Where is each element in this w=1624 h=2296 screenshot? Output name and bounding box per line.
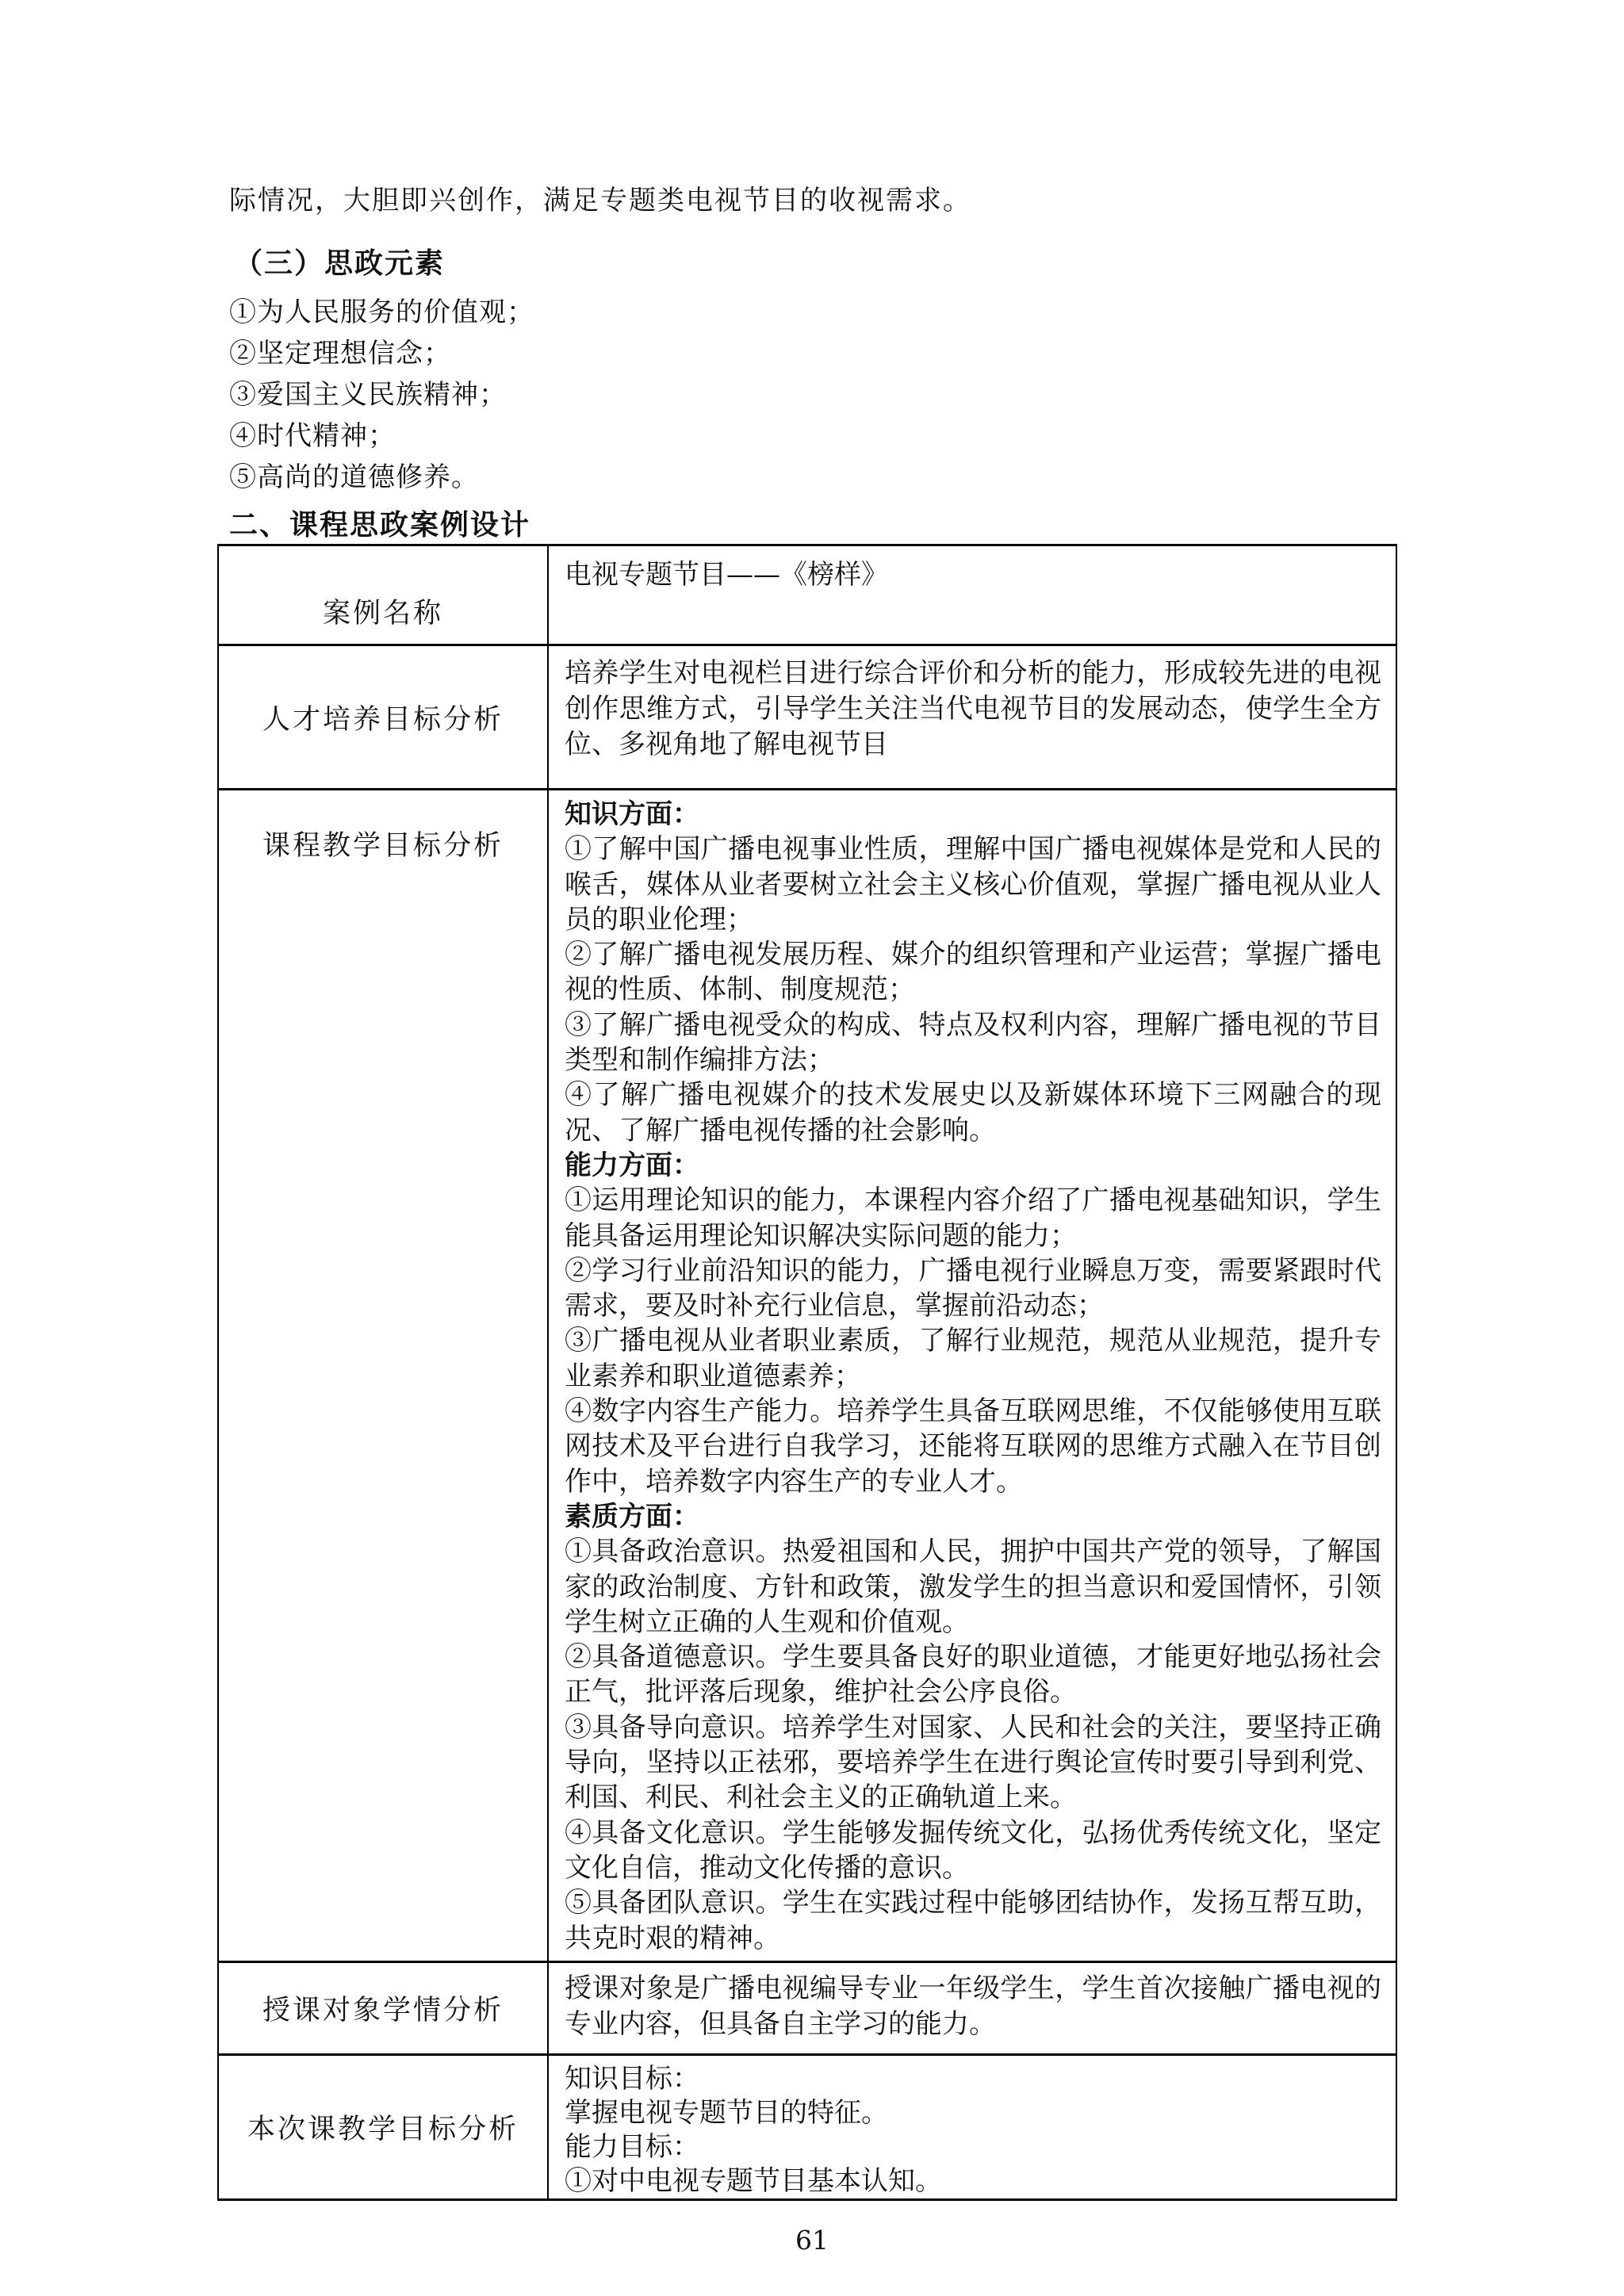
section-heading-sizheng-elements: （三）思政元素 bbox=[234, 247, 446, 280]
row-paragraph: ②了解广播电视发展历程、媒介的组织管理和产业运营；掌握广播电视的性质、体制、制度规范； bbox=[565, 939, 1381, 1006]
row-value bbox=[549, 1963, 1396, 2053]
table-row bbox=[219, 644, 1396, 788]
row-value bbox=[549, 646, 1396, 788]
row-value bbox=[549, 2056, 1396, 2198]
row-paragraph: ①对中电视专题节目基本认知。 bbox=[565, 2165, 942, 2197]
row-value bbox=[549, 546, 1396, 644]
intro-section bbox=[229, 179, 1411, 542]
row-label-text: 人才培养目标分析 bbox=[262, 703, 504, 736]
row-paragraph: 素质方面： bbox=[565, 1500, 699, 1533]
row-paragraph: ④具备文化意识。学生能够发掘传统文化，弘扬优秀传统文化，坚定文化自信，推动文化传播的意识。 bbox=[565, 1816, 1381, 1884]
row-paragraph: 知识方面： bbox=[565, 798, 699, 830]
row-paragraph: ③广播电视从业者职业素质，了解行业规范，规范从业规范，提升专业素养和职业道德素养； bbox=[565, 1325, 1381, 1392]
row-paragraph: ①了解中国广播电视事业性质，理解中国广播电视媒体是党和人民的喉舌，媒体从业者要树立社会主义核心价值观，掌握广播电视从业人员的职业伦理； bbox=[565, 833, 1381, 936]
row-paragraph: 培养学生对电视栏目进行综合评价和分析的能力，形成较先进的电视创作思维方式，引导学生关注当代电视节目的发展动态，使学生全方位、多视角地了解电视节目 bbox=[565, 657, 1381, 760]
row-label bbox=[219, 1963, 549, 2053]
intro-items bbox=[229, 292, 1411, 498]
intro-item: ②坚定理想信念； bbox=[229, 338, 451, 369]
section-heading-case-design: 二、课程思政案例设计 bbox=[229, 508, 531, 541]
row-value bbox=[549, 790, 1396, 1961]
row-label-text: 案例名称 bbox=[322, 598, 443, 629]
row-paragraph: ③了解广播电视受众的构成、特点及权利内容，理解广播电视的节目类型和制作编排方法； bbox=[565, 1008, 1381, 1077]
row-label-text: 本次课教学目标分析 bbox=[247, 2114, 519, 2145]
page-number: 61 bbox=[795, 2225, 829, 2256]
row-paragraph: ④了解广播电视媒介的技术发展史以及新媒体环境下三网融合的现况、了解广播电视传播的社会影响。 bbox=[565, 1079, 1381, 1146]
intro-item: ①为人民服务的价值观； bbox=[229, 297, 534, 328]
row-paragraph: ⑤具备团队意识。学生在实践过程中能够团结协作，发扬互帮互助，共克时艰的精神。 bbox=[565, 1887, 1381, 1954]
case-table bbox=[217, 544, 1397, 2201]
row-paragraph: 电视专题节目——《榜样》 bbox=[565, 559, 888, 591]
row-paragraph: 知识目标： bbox=[565, 2063, 699, 2095]
intro-item: ③爱国主义民族精神； bbox=[229, 379, 507, 411]
row-paragraph: ②具备道德意识。学生要具备良好的职业道德，才能更好地弘扬社会正气，批评落后现象，维护社会公序良俗。 bbox=[565, 1641, 1381, 1709]
table-row bbox=[219, 788, 1396, 1961]
row-paragraph: 授课对象是广播电视编导专业一年级学生，学生首次接触广播电视的专业内容，但具备自主学习的能力。 bbox=[565, 1973, 1381, 2040]
row-paragraph: ④数字内容生产能力。培养学生具备互联网思维，不仅能够使用互联网技术及平台进行自我学习，还能将互联网的思维方式融入在节目创作中，培养数字内容生产的专业人才。 bbox=[565, 1395, 1381, 1498]
row-label bbox=[219, 546, 549, 644]
row-paragraph: 能力方面： bbox=[565, 1149, 699, 1181]
table-row bbox=[219, 2053, 1396, 2198]
row-paragraph: ①运用理论知识的能力，本课程内容介绍了广播电视基础知识，学生能具备运用理论知识解决实际问题的能力； bbox=[565, 1184, 1381, 1252]
intro-item: ④时代精神； bbox=[229, 420, 396, 452]
table-row bbox=[219, 546, 1396, 644]
row-paragraph: 掌握电视专题节目的特征。 bbox=[565, 2097, 888, 2129]
row-paragraph: 能力目标： bbox=[565, 2131, 699, 2163]
row-paragraph: ②学习行业前沿知识的能力，广播电视行业瞬息万变，需要紧跟时代需求，要及时补充行业信息，掌握前沿动态； bbox=[565, 1254, 1381, 1322]
row-label bbox=[219, 646, 549, 788]
row-paragraph: ③具备导向意识。培养学生对国家、人民和社会的关注，要坚持正确导向，坚持以正祛邪，要培养学生在进行舆论宣传时要引导到利党、利国、利民、利社会主义的正确轨道上来。 bbox=[565, 1711, 1381, 1814]
row-label bbox=[219, 2056, 549, 2198]
row-label-text: 授课对象学情分析 bbox=[262, 1995, 504, 2026]
row-paragraph: ①具备政治意识。热爱祖国和人民，拥护中国共产党的领导，了解国家的政治制度、方针和政策，激发学生的担当意识和爱国情怀，引领学生树立正确的人生观和价值观。 bbox=[565, 1536, 1381, 1638]
table-row bbox=[219, 1961, 1396, 2053]
intro-paragraph: 际情况，大胆即兴创作，满足专题类电视节目的收视需求。 bbox=[229, 185, 971, 216]
intro-item: ⑤高尚的道德修养。 bbox=[229, 461, 479, 493]
row-label-text: 课程教学目标分析 bbox=[262, 830, 504, 862]
row-label bbox=[219, 790, 549, 1961]
